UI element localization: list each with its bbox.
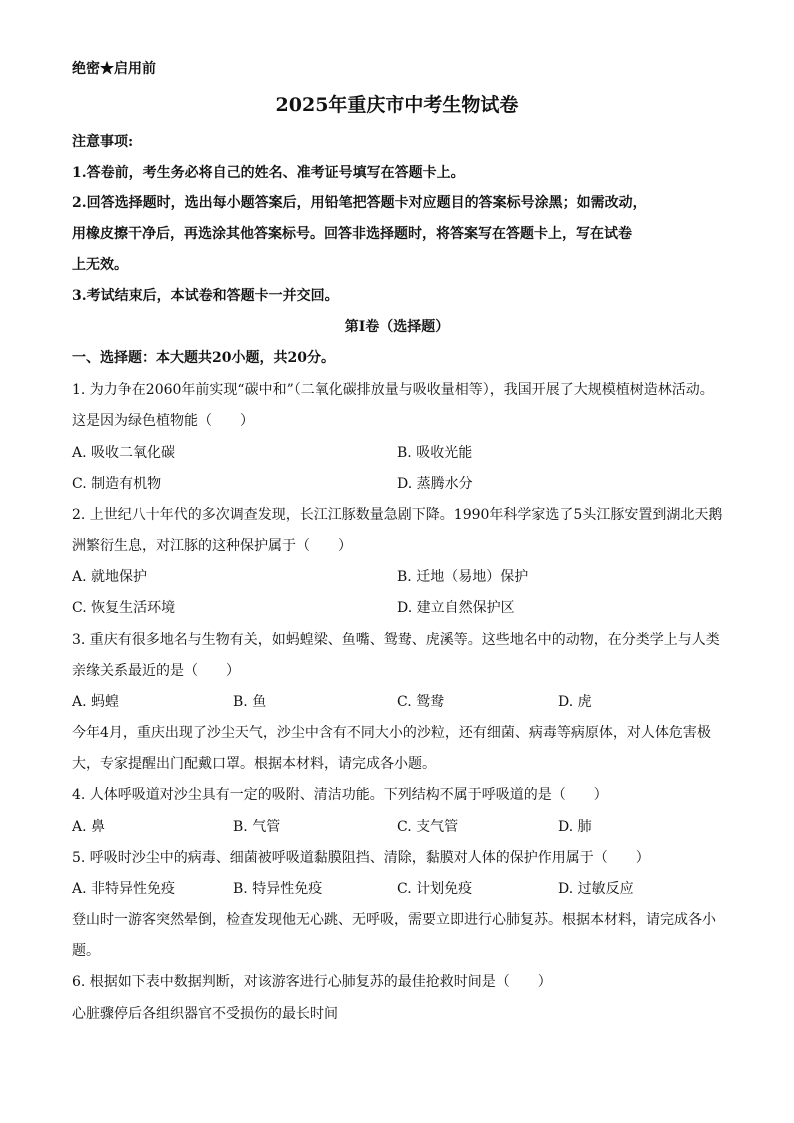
- q1-option-a: A. 吸收二氧化碳: [72, 445, 176, 461]
- q6-table-caption: 心脏骤停后各组织器官不受损伤的最长时间: [72, 1006, 338, 1022]
- q4-stem: 4. 人体呼吸道对沙尘具有一定的吸附、清洁功能。下列结构不属于呼吸道的是（ ）: [72, 787, 608, 803]
- notes-heading: 注意事项:: [72, 134, 134, 150]
- note-3: 3.考试结束后，本试卷和答题卡一并交回。: [72, 288, 339, 304]
- q3-option-b: B. 鱼: [233, 694, 267, 710]
- volume-heading: 第Ⅰ卷（选择题）: [344, 319, 450, 335]
- material-1-line-2: 大，专家提醒出门配戴口罩。根据本材料，请完成各小题。: [72, 756, 436, 772]
- note-1: 1.答卷前，考生务必将自己的姓名、准考证号填写在答题卡上。: [72, 165, 465, 181]
- q2-option-a: A. 就地保护: [72, 569, 148, 585]
- q2-stem-line-2: 洲繁衍生息，对江豚的这种保护属于（ ）: [72, 538, 352, 554]
- q5-option-a: A. 非特异性免疫: [72, 881, 176, 897]
- note-2-line-1: 2.回答选择题时，选出每小题答案后，用铅笔把答题卡对应题目的答案标号涂黑；如需改动，: [72, 195, 647, 211]
- note-2-line-2: 用橡皮擦干净后，再选涂其他答案标号。回答非选择题时，将答案写在答题卡上，写在试卷: [72, 226, 632, 242]
- q3-option-c: C. 鸳鸯: [397, 694, 445, 710]
- part-heading: 一、选择题：本大题共20小题，共20分。: [72, 350, 335, 366]
- q5-option-d: D. 过敏反应: [558, 881, 634, 897]
- q4-option-a: A. 鼻: [72, 819, 106, 835]
- secret-label: 绝密★启用前: [72, 61, 156, 77]
- q2-stem-line-1: 2. 上世纪八十年代的多次调查发现，长江江豚数量急剧下降。1990年科学家选了5头江豚安置到湖北天鹅: [72, 507, 723, 523]
- q1-stem-line-2: 这是因为绿色植物能（ ）: [72, 413, 254, 429]
- q2-option-b: B. 迁地（易地）保护: [397, 569, 529, 585]
- material-2-line-2: 题。: [72, 943, 100, 959]
- q3-option-d: D. 虎: [558, 694, 592, 710]
- q1-option-d: D. 蒸腾水分: [397, 476, 473, 492]
- q6-stem: 6. 根据如下表中数据判断，对该游客进行心肺复苏的最佳抢救时间是（ ）: [72, 974, 552, 990]
- q3-stem-line-2: 亲缘关系最近的是（ ）: [72, 663, 240, 679]
- q1-option-c: C. 制造有机物: [72, 476, 162, 492]
- page-title: 2025年重庆市中考生物试卷: [275, 94, 519, 116]
- q5-option-b: B. 特异性免疫: [233, 881, 323, 897]
- q4-option-d: D. 肺: [558, 819, 592, 835]
- material-2-line-1: 登山时一游客突然晕倒，检查发现他无心跳、无呼吸，需要立即进行心肺复苏。根据本材料，请完成各小: [72, 912, 716, 928]
- q2-option-c: C. 恢复生活环境: [72, 600, 176, 616]
- q1-option-b: B. 吸收光能: [397, 445, 473, 461]
- q4-option-c: C. 支气管: [397, 819, 459, 835]
- q5-stem: 5. 呼吸时沙尘中的病毒、细菌被呼吸道黏膜阻挡、清除，黏膜对人体的保护作用属于（ ）: [72, 850, 650, 866]
- q3-option-a: A. 蚂蝗: [72, 694, 120, 710]
- note-2-line-3: 上无效。: [72, 257, 128, 273]
- q4-option-b: B. 气管: [233, 819, 281, 835]
- q2-option-d: D. 建立自然保护区: [397, 600, 515, 616]
- material-1-line-1: 今年4月，重庆出现了沙尘天气，沙尘中含有不同大小的沙粒，还有细菌、病毒等病原体，对人体危害极: [72, 725, 711, 741]
- q1-stem-line-1: 1. 为力争在2060年前实现“碳中和”（二氧化碳排放量与吸收量相等），我国开展了大规模植树造林活动。: [72, 382, 714, 398]
- q5-option-c: C. 计划免疫: [397, 881, 473, 897]
- q3-stem-line-1: 3. 重庆有很多地名与生物有关，如蚂蝗梁、鱼嘴、鸳鸯、虎溪等。这些地名中的动物，在分类学上与人类: [72, 632, 720, 648]
